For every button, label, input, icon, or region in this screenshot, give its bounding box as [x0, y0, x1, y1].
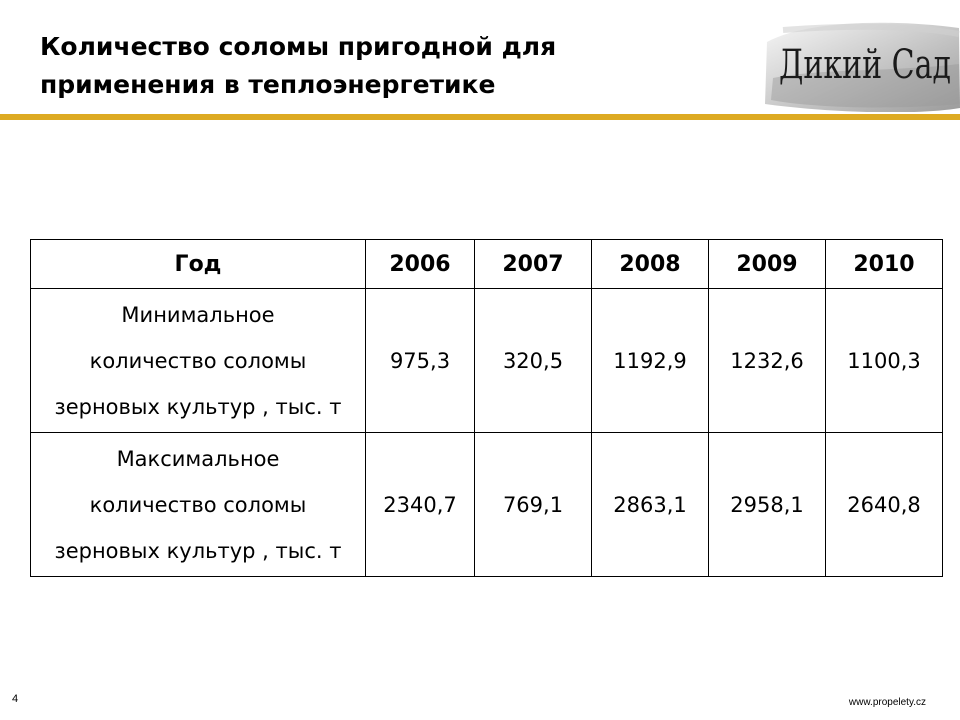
dikiy-sad-logo	[763, 8, 960, 112]
table-row	[31, 289, 943, 433]
table-cell: 1192,9	[592, 289, 709, 433]
page-number: 4	[12, 693, 19, 705]
row-label-line: Максимальное	[116, 446, 280, 471]
header-2009: 2009	[709, 240, 826, 289]
row-label-min	[31, 289, 366, 433]
footer-url: www.propelety.cz	[848, 697, 926, 708]
table-cell: 2340,7	[366, 433, 475, 577]
header-2008: 2008	[592, 240, 709, 289]
table-cell: 975,3	[366, 289, 475, 433]
slide-title-line-2: применения в теплоэнергетике	[40, 70, 496, 99]
logo-graphic	[763, 8, 960, 112]
header-2006: 2006	[366, 240, 475, 289]
title-rule	[0, 114, 960, 120]
slide-title	[40, 28, 740, 104]
table-cell: 1232,6	[709, 289, 826, 433]
table-header-row	[31, 240, 943, 289]
table-cell: 320,5	[475, 289, 592, 433]
header-year: Год	[31, 240, 366, 289]
straw-quantity-table	[30, 239, 943, 577]
logo-text: Дикий Сад	[779, 42, 951, 88]
slide-title-line-1: Количество соломы пригодной для	[40, 32, 557, 61]
header-2010: 2010	[826, 240, 943, 289]
table-row	[31, 433, 943, 577]
table-cell: 2640,8	[826, 433, 943, 577]
row-label-line: зерновых культур , тыс. т	[54, 538, 342, 563]
row-label-line: количество соломы	[89, 492, 307, 517]
row-label-line: количество соломы	[89, 348, 307, 373]
table-cell: 2958,1	[709, 433, 826, 577]
row-label-line: зерновых культур , тыс. т	[54, 394, 342, 419]
table-cell: 1100,3	[826, 289, 943, 433]
row-label-line: Минимальное	[121, 302, 275, 327]
table-cell: 769,1	[475, 433, 592, 577]
row-label-max	[31, 433, 366, 577]
table-cell: 2863,1	[592, 433, 709, 577]
header-2007: 2007	[475, 240, 592, 289]
